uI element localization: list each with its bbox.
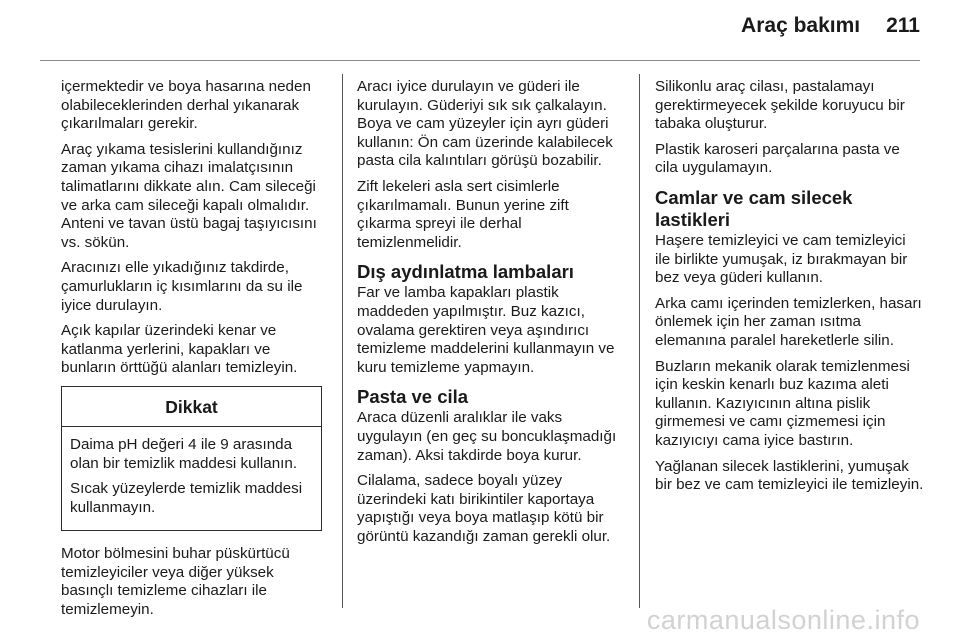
paragraph: Cilalama, sadece boyalı yüzey üzerindeki katı birikintiler kaportaya yapıştığı veya boya matlaşıp kötü bir görüntü kazandığı zaman gerekli olur.	[357, 472, 611, 545]
section-heading-windows: Camlar ve cam silecek lastikleri	[655, 186, 853, 230]
chapter-title: Araç bakımı	[741, 14, 861, 37]
paragraph: Aracı iyice durulayın ve güderi ile kurulayın. Güderiyi sık sık çalkalayın. Boya ve cam yüzeyler için ayrı güderi kullanın: Ön cam üzerinde kalabilecek pasta cila kalıntıları görüşü bozabilir.	[357, 78, 613, 170]
paragraph: Yağlanan silecek lastiklerini, yumuşak bir bez ve cam temizleyici ile temizleyin.	[655, 457, 924, 494]
paragraph: Aracınızı elle yıkadığınız takdirde, çamurlukların iç kısımlarını da su ile iyice durulayın.	[61, 259, 303, 314]
paragraph: Arka camı içerinden temizlerken, hasarı önlemek için her zaman ısıtma elemanına paralel hareketlerle silin.	[655, 294, 922, 349]
paragraph: Araç yıkama tesislerini kullandığınız zaman yıkama cihazı imalatçısının talimatlarını dikkate alın. Cam sileceği ve arka cam sileceği kapalı olmalıdır. Anteni ve tavan üstü bagaj taşıyıcısını vs. sökün.	[61, 140, 317, 251]
paragraph: Silikonlu araç cilası, pastalamayı gerektirmeyecek şekilde koruyucu bir tabaka oluşturur.	[655, 78, 905, 133]
paragraph: Plastik karoseri parçalarına pasta ve cila uygulamayın.	[655, 140, 900, 177]
paragraph: Buzların mekanik olarak temizlenmesi için keskin kenarlı buz kazıma aleti kullanın. Kazıyıcının altına pislik girmemesi ve camı çizmemesi için kazıyıcıyı cama iyice bastırın.	[655, 357, 910, 449]
watermark: carmanualsonline.info	[646, 605, 920, 635]
column-2	[357, 78, 627, 553]
caution-body	[62, 427, 321, 530]
section-heading-exterior-lights: Dış aydınlatma lambaları	[357, 261, 574, 283]
caution-title: Dikkat	[62, 387, 321, 427]
paragraph: Açık kapılar üzerindeki kenar ve katlanma yerlerini, kapakları ve bunların örttüğü alanları temizleyin.	[61, 322, 298, 377]
page-header	[741, 14, 920, 50]
caution-paragraph: Sıcak yüzeylerde temizlik maddesi kullanmayın.	[70, 480, 303, 516]
caution-paragraph: Daima pH değeri 4 ile 9 arasında olan bir temizlik maddesi kullanın.	[70, 435, 298, 472]
column-1	[61, 78, 325, 627]
header-divider	[40, 60, 920, 61]
caution-box	[61, 386, 322, 531]
paragraph: Araca düzenli aralıklar ile vaks uygulayın (en geç su boncuklaşmadığı zaman). Aksi takdirde boya kurur.	[357, 409, 617, 464]
page-number: 211	[886, 14, 920, 37]
column-3	[655, 78, 925, 502]
paragraph: Far ve lamba kapakları plastik maddeden yapılmıştır. Buz kazıcı, ovalama gerektiren veya aşındırıcı temizleme maddelerini kullanmayın ve kuru temizleme yapmayın.	[357, 284, 615, 376]
paragraph: Haşere temizleyici ve cam temizleyici ile birlikte yumuşak, iz bırakmayan bir bez veya güderi kullanın.	[655, 231, 908, 287]
paragraph: içermektedir ve boya hasarına neden olabileceklerinden derhal yıkanarak çıkarılmaları gerekir.	[61, 78, 311, 133]
paragraph: Zift lekeleri asla sert cisimlerle çıkarılmamalı. Bunun yerine zift çıkarma spreyi ile derhal temizlenmelidir.	[357, 177, 569, 251]
paragraph: Motor bölmesini buhar püskürtücü temizleyiciler veya diğer yüksek basınçlı temizleme cihazları ile temizlemeyin.	[61, 545, 290, 619]
column-divider-1	[342, 74, 343, 608]
column-divider-2	[639, 74, 640, 608]
section-heading-polish: Pasta ve cila	[357, 386, 469, 408]
